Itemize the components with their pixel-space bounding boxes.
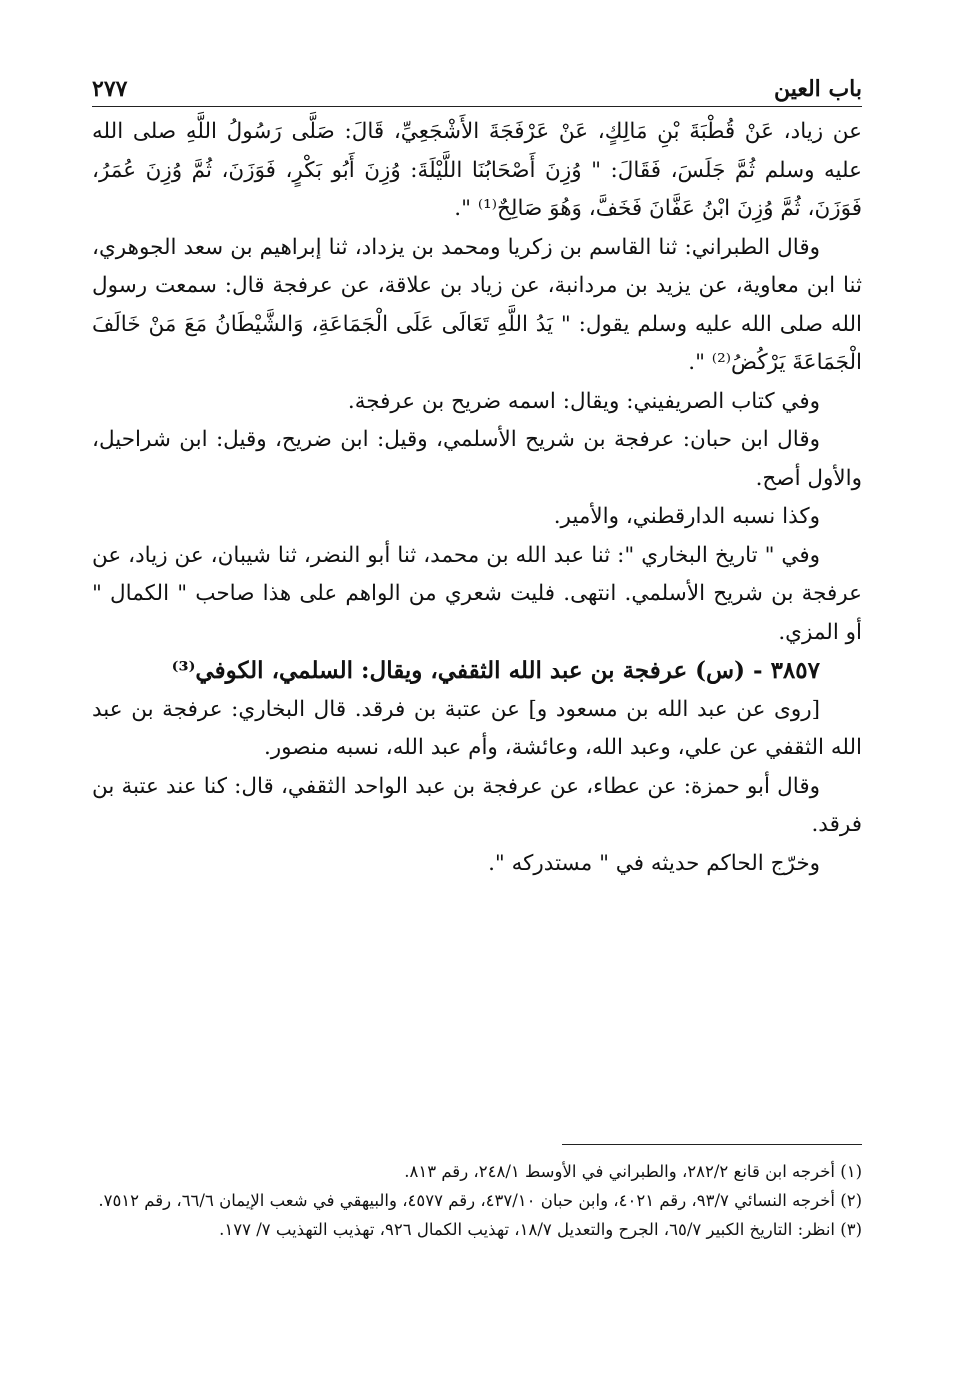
entry-heading: ٣٨٥٧ - (س) عرفجة بن عبد الله الثقفي، ويقال: السلمي، الكوفي⁽³⁾ <box>171 657 820 684</box>
footnote: (٢) أخرجه النسائي ٩٣/٧، رقم ٤٠٢١، وابن حبان ٤٣٧/١٠، رقم ٤٥٧٧، والبيهقي في شعب الإيمان ٦٦/٦، رقم ٧٥١٢. <box>98 1191 862 1210</box>
paragraph: وفي كتاب الصريفيني: ويقال: اسمه ضريح بن عرفجة. <box>347 388 820 414</box>
footnote-divider <box>562 1144 862 1145</box>
paragraph: وقال ابن حبان: عرفجة بن شريح الأسلمي، وقيل: ابن ضريح، وقيل: ابن شراحيل، والأول أصح. <box>92 427 862 491</box>
paragraph: [روى عن عبد الله بن مسعود و] عن عتبة بن فرقد. قال البخاري: عرفجة بن عبد الله الثقفي عن علي، وعبد الله، وعائشة، وأم عبد الله، نسبه منصور. <box>92 696 862 760</box>
page-number: ٢٧٧ <box>92 76 128 102</box>
footnote: (٣) انظر: التاريخ الكبير ٦٥/٧، الجرح والتعديل ١٨/٧، تهذيب الكمال ٩٢٦، تهذيب التهذيب ٧/ ١٧٧. <box>219 1220 862 1239</box>
footnote: (١) أخرجه ابن قانع ٢٨٢/٢، والطبراني في الأوسط ٢٤٨/١، رقم ٨١٣. <box>404 1162 862 1181</box>
chapter-title: باب العين <box>773 76 862 102</box>
paragraph: وقال أبو حمزة: عن عطاء، عن عرفجة بن عبد الواحد الثقفي، قال: كنا عند عتبة بن فرقد. <box>92 773 862 837</box>
footnotes <box>92 1158 862 1245</box>
main-text <box>92 113 862 883</box>
paragraph: وخرّج الحاكم حديثه في " مستدركه ". <box>488 850 820 876</box>
paragraph: وكذا نسبه الدارقطني، والأمير. <box>553 504 820 529</box>
paragraph: عن زياد، عَنْ قُطْبَةَ بْنِ مَالِكٍ، عَنْ عَرْفَجَةَ الأَشْجَعِيِّ، قَالَ: صَلَّى رَسُولُ اللَّهِ صلى الله عليه وسلم ثُمَّ جَلَسَ، فَقَالَ: " وُزِنَ أَصْحَابُنَا اللَّيْلَةَ: وُزِنَ أَبُو بَكْرٍ، فَوَزَنَ، ثُمَّ وُزِنَ عُمَرُ، فَوَزَنَ، ثُمَّ وُزِنَ ابْنُ عَفَّانَ فَخَفَّ، وَهُوَ صَالِحٌ⁽¹⁾ ". <box>92 119 862 221</box>
book-page <box>92 62 862 1352</box>
paragraph: وفي " تاريخ البخاري ": ثنا عبد الله بن محمد، ثنا أبو النضر، ثنا شيبان، عن زياد، عن عرفجة بن شريح الأسلمي. انتهى. فليت شعري من الواهم على هذا صاحب " الكمال " أو المزي. <box>92 542 862 645</box>
paragraph: وقال الطبراني: ثنا القاسم بن زكريا ومحمد بن يزداد، ثنا إبراهيم بن سعد الجوهري، ثنا ابن معاوية، عن يزيد بن مردانبة، عن زياد بن علاقة، عن عرفجة قال: سمعت رسول الله صلى الله عليه وسلم يقول: " يَدُ اللَّهِ تَعَالَى عَلَى الْجَمَاعَةِ، وَالشَّيْطَانُ مَعَ مَنْ خَالَفَ الْجَمَاعَةَ يَرْكُضُ⁽²⁾ ". <box>92 234 862 375</box>
page-header <box>92 62 862 107</box>
